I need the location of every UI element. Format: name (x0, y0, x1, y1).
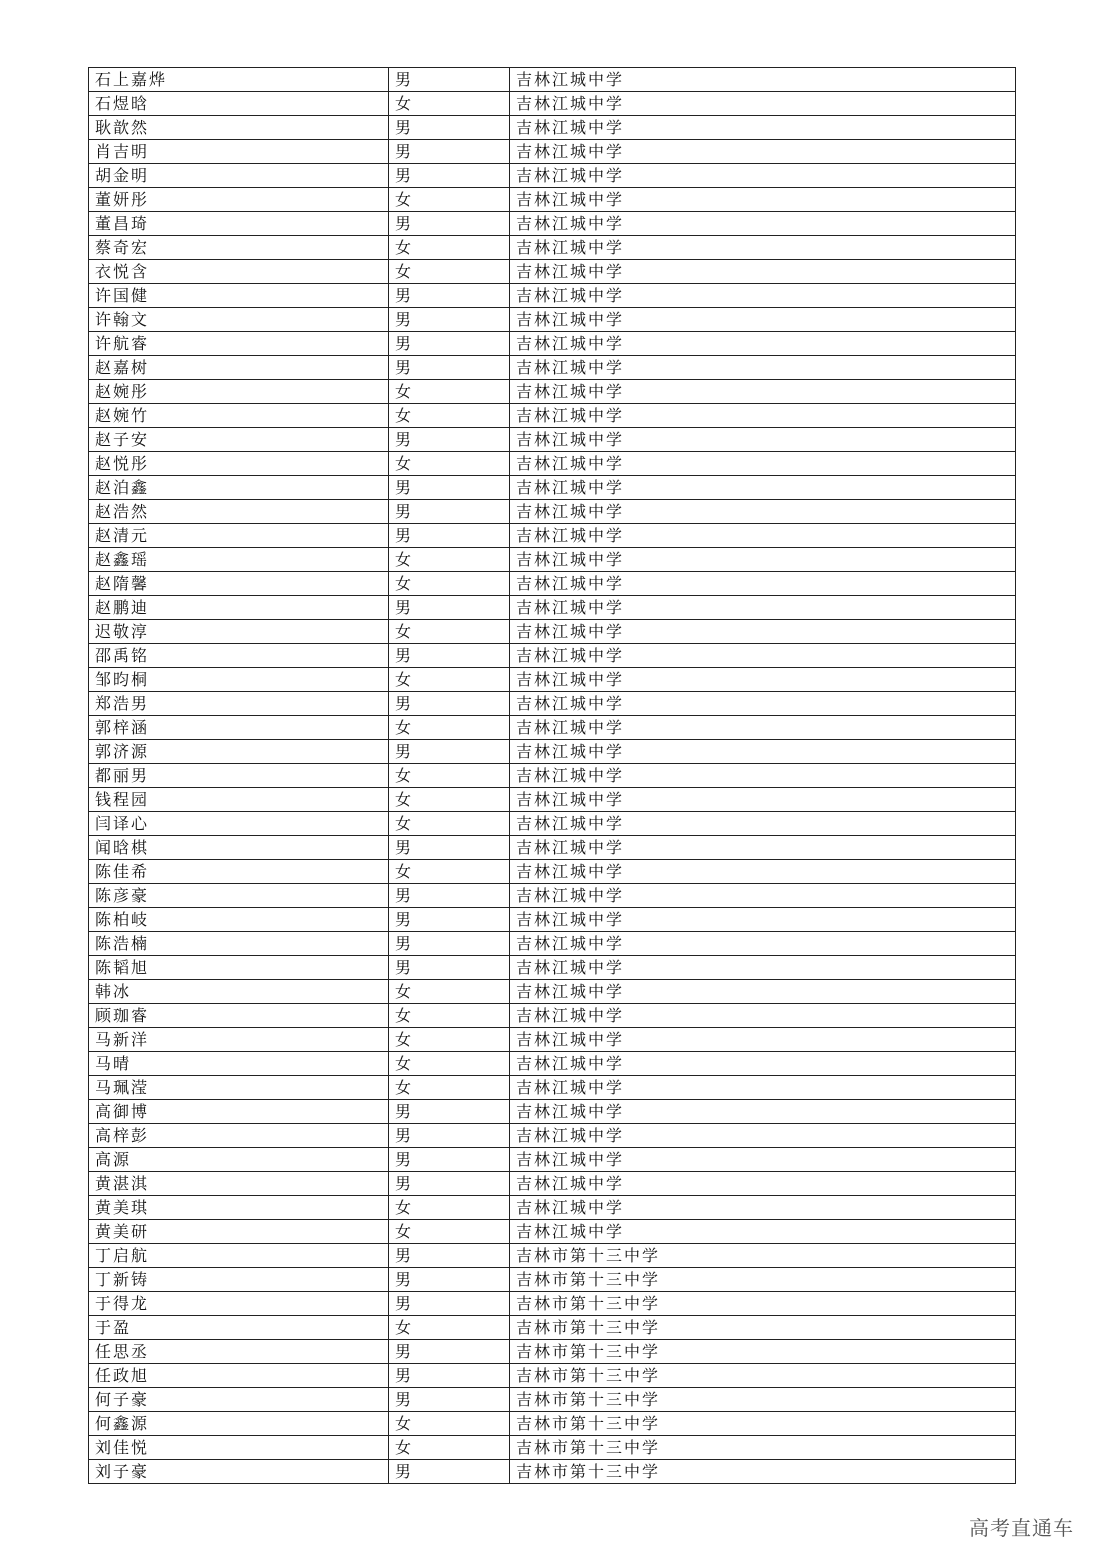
gender-cell: 女 (389, 1436, 510, 1460)
school-cell: 吉林江城中学 (510, 428, 1016, 452)
name-cell: 赵泊鑫 (89, 476, 389, 500)
gender-cell: 女 (389, 1196, 510, 1220)
gender-cell: 女 (389, 260, 510, 284)
name-cell: 蔡奇宏 (89, 236, 389, 260)
table-row (89, 140, 1016, 164)
school-cell: 吉林市第十三中学 (510, 1340, 1016, 1364)
name-cell: 于盈 (89, 1316, 389, 1340)
school-cell: 吉林市第十三中学 (510, 1364, 1016, 1388)
gender-cell: 男 (389, 1244, 510, 1268)
gender-cell: 女 (389, 980, 510, 1004)
school-cell: 吉林江城中学 (510, 1196, 1016, 1220)
name-cell: 赵鹏迪 (89, 596, 389, 620)
name-cell: 陈浩楠 (89, 932, 389, 956)
gender-cell: 男 (389, 164, 510, 188)
gender-cell: 男 (389, 836, 510, 860)
name-cell: 邵禹铭 (89, 644, 389, 668)
school-cell: 吉林江城中学 (510, 188, 1016, 212)
school-cell: 吉林市第十三中学 (510, 1244, 1016, 1268)
gender-cell: 男 (389, 116, 510, 140)
school-cell: 吉林江城中学 (510, 980, 1016, 1004)
gender-cell: 女 (389, 1220, 510, 1244)
school-cell: 吉林江城中学 (510, 884, 1016, 908)
name-cell: 马新洋 (89, 1028, 389, 1052)
name-cell: 赵鑫瑶 (89, 548, 389, 572)
table-row (89, 500, 1016, 524)
gender-cell: 女 (389, 404, 510, 428)
school-cell: 吉林江城中学 (510, 476, 1016, 500)
table-row (89, 1172, 1016, 1196)
school-cell: 吉林江城中学 (510, 908, 1016, 932)
table-row (89, 956, 1016, 980)
table-row (89, 740, 1016, 764)
table-row (89, 1076, 1016, 1100)
table-row (89, 404, 1016, 428)
school-cell: 吉林江城中学 (510, 1052, 1016, 1076)
school-cell: 吉林江城中学 (510, 1172, 1016, 1196)
gender-cell: 男 (389, 140, 510, 164)
school-cell: 吉林江城中学 (510, 620, 1016, 644)
table-row (89, 980, 1016, 1004)
name-cell: 何子豪 (89, 1388, 389, 1412)
name-cell: 闫译心 (89, 812, 389, 836)
school-cell: 吉林市第十三中学 (510, 1316, 1016, 1340)
school-cell: 吉林江城中学 (510, 308, 1016, 332)
name-cell: 赵嘉树 (89, 356, 389, 380)
table-row (89, 644, 1016, 668)
gender-cell: 男 (389, 1364, 510, 1388)
table-row (89, 356, 1016, 380)
school-cell: 吉林江城中学 (510, 356, 1016, 380)
school-cell: 吉林江城中学 (510, 668, 1016, 692)
table-row (89, 1148, 1016, 1172)
table-row (89, 260, 1016, 284)
name-cell: 赵清元 (89, 524, 389, 548)
gender-cell: 女 (389, 1076, 510, 1100)
gender-cell: 女 (389, 380, 510, 404)
name-cell: 马珮滢 (89, 1076, 389, 1100)
school-cell: 吉林江城中学 (510, 380, 1016, 404)
gender-cell: 女 (389, 572, 510, 596)
table-row (89, 68, 1016, 92)
school-cell: 吉林江城中学 (510, 1028, 1016, 1052)
gender-cell: 男 (389, 1292, 510, 1316)
table-row (89, 548, 1016, 572)
school-cell: 吉林江城中学 (510, 332, 1016, 356)
table-row (89, 908, 1016, 932)
table-row (89, 1292, 1016, 1316)
name-cell: 邹昀桐 (89, 668, 389, 692)
school-cell: 吉林江城中学 (510, 956, 1016, 980)
table-row (89, 236, 1016, 260)
table-row (89, 92, 1016, 116)
table-row (89, 836, 1016, 860)
table-row (89, 188, 1016, 212)
name-cell: 何鑫源 (89, 1412, 389, 1436)
name-cell: 许航睿 (89, 332, 389, 356)
table-row (89, 1364, 1016, 1388)
table-row (89, 380, 1016, 404)
gender-cell: 男 (389, 932, 510, 956)
gender-cell: 男 (389, 1268, 510, 1292)
school-cell: 吉林江城中学 (510, 788, 1016, 812)
name-cell: 高御博 (89, 1100, 389, 1124)
name-cell: 黄美琪 (89, 1196, 389, 1220)
name-cell: 许国健 (89, 284, 389, 308)
school-cell: 吉林江城中学 (510, 644, 1016, 668)
name-cell: 高源 (89, 1148, 389, 1172)
table-row (89, 164, 1016, 188)
gender-cell: 女 (389, 812, 510, 836)
gender-cell: 女 (389, 1052, 510, 1076)
name-cell: 郑浩男 (89, 692, 389, 716)
gender-cell: 女 (389, 1028, 510, 1052)
gender-cell: 女 (389, 1316, 510, 1340)
gender-cell: 男 (389, 428, 510, 452)
name-cell: 赵悦彤 (89, 452, 389, 476)
table-row (89, 332, 1016, 356)
gender-cell: 女 (389, 1412, 510, 1436)
gender-cell: 女 (389, 620, 510, 644)
table-row (89, 1412, 1016, 1436)
name-cell: 石煜晗 (89, 92, 389, 116)
table-row (89, 1316, 1016, 1340)
table-row (89, 452, 1016, 476)
gender-cell: 男 (389, 1148, 510, 1172)
table-row (89, 1028, 1016, 1052)
school-cell: 吉林江城中学 (510, 932, 1016, 956)
school-cell: 吉林江城中学 (510, 452, 1016, 476)
school-cell: 吉林江城中学 (510, 740, 1016, 764)
gender-cell: 男 (389, 1340, 510, 1364)
school-cell: 吉林江城中学 (510, 284, 1016, 308)
table-row (89, 572, 1016, 596)
school-cell: 吉林江城中学 (510, 68, 1016, 92)
school-cell: 吉林市第十三中学 (510, 1268, 1016, 1292)
gender-cell: 男 (389, 332, 510, 356)
school-cell: 吉林江城中学 (510, 1076, 1016, 1100)
school-cell: 吉林江城中学 (510, 764, 1016, 788)
gender-cell: 男 (389, 596, 510, 620)
school-cell: 吉林江城中学 (510, 860, 1016, 884)
name-cell: 黄美研 (89, 1220, 389, 1244)
school-cell: 吉林江城中学 (510, 1124, 1016, 1148)
table-row (89, 116, 1016, 140)
table-row (89, 1460, 1016, 1484)
school-cell: 吉林江城中学 (510, 572, 1016, 596)
gender-cell: 男 (389, 692, 510, 716)
school-cell: 吉林江城中学 (510, 1100, 1016, 1124)
gender-cell: 男 (389, 644, 510, 668)
school-cell: 吉林江城中学 (510, 260, 1016, 284)
name-cell: 董昌琦 (89, 212, 389, 236)
gender-cell: 男 (389, 1124, 510, 1148)
name-cell: 陈佳希 (89, 860, 389, 884)
gender-cell: 男 (389, 284, 510, 308)
table-row (89, 1196, 1016, 1220)
table-row (89, 596, 1016, 620)
gender-cell: 男 (389, 476, 510, 500)
gender-cell: 男 (389, 308, 510, 332)
school-cell: 吉林市第十三中学 (510, 1460, 1016, 1484)
name-cell: 钱程园 (89, 788, 389, 812)
name-cell: 任思丞 (89, 1340, 389, 1364)
school-cell: 吉林江城中学 (510, 164, 1016, 188)
school-cell: 吉林江城中学 (510, 92, 1016, 116)
school-cell: 吉林江城中学 (510, 1220, 1016, 1244)
school-cell: 吉林江城中学 (510, 596, 1016, 620)
gender-cell: 女 (389, 236, 510, 260)
table-row (89, 932, 1016, 956)
gender-cell: 女 (389, 716, 510, 740)
name-cell: 丁新铸 (89, 1268, 389, 1292)
watermark: 高考直通车 (969, 1516, 1074, 1540)
school-cell: 吉林江城中学 (510, 140, 1016, 164)
roster-body (89, 68, 1016, 1484)
name-cell: 都丽男 (89, 764, 389, 788)
name-cell: 胡金明 (89, 164, 389, 188)
name-cell: 刘子豪 (89, 1460, 389, 1484)
name-cell: 闻晗棋 (89, 836, 389, 860)
name-cell: 马晴 (89, 1052, 389, 1076)
table-row (89, 1052, 1016, 1076)
gender-cell: 男 (389, 524, 510, 548)
name-cell: 迟敬淳 (89, 620, 389, 644)
gender-cell: 男 (389, 908, 510, 932)
gender-cell: 男 (389, 884, 510, 908)
table-row (89, 1388, 1016, 1412)
name-cell: 许翰文 (89, 308, 389, 332)
gender-cell: 女 (389, 548, 510, 572)
name-cell: 陈柏岐 (89, 908, 389, 932)
school-cell: 吉林江城中学 (510, 836, 1016, 860)
school-cell: 吉林市第十三中学 (510, 1412, 1016, 1436)
name-cell: 刘佳悦 (89, 1436, 389, 1460)
table-row (89, 1100, 1016, 1124)
gender-cell: 女 (389, 92, 510, 116)
table-row (89, 620, 1016, 644)
school-cell: 吉林江城中学 (510, 548, 1016, 572)
table-row (89, 1220, 1016, 1244)
school-cell: 吉林江城中学 (510, 500, 1016, 524)
name-cell: 郭济源 (89, 740, 389, 764)
name-cell: 丁启航 (89, 1244, 389, 1268)
table-row (89, 1436, 1016, 1460)
name-cell: 耿歆然 (89, 116, 389, 140)
table-row (89, 692, 1016, 716)
gender-cell: 男 (389, 212, 510, 236)
table-row (89, 884, 1016, 908)
school-cell: 吉林江城中学 (510, 1148, 1016, 1172)
name-cell: 赵子安 (89, 428, 389, 452)
school-cell: 吉林江城中学 (510, 716, 1016, 740)
table-row (89, 212, 1016, 236)
name-cell: 于得龙 (89, 1292, 389, 1316)
gender-cell: 男 (389, 1172, 510, 1196)
gender-cell: 女 (389, 668, 510, 692)
gender-cell: 女 (389, 188, 510, 212)
school-cell: 吉林市第十三中学 (510, 1436, 1016, 1460)
roster-table (88, 67, 1016, 1484)
school-cell: 吉林江城中学 (510, 116, 1016, 140)
school-cell: 吉林江城中学 (510, 524, 1016, 548)
table-row (89, 428, 1016, 452)
table-row (89, 716, 1016, 740)
table-row (89, 1268, 1016, 1292)
gender-cell: 女 (389, 860, 510, 884)
school-cell: 吉林江城中学 (510, 212, 1016, 236)
table-row (89, 524, 1016, 548)
name-cell: 顾珈睿 (89, 1004, 389, 1028)
table-row (89, 284, 1016, 308)
gender-cell: 男 (389, 740, 510, 764)
table-row (89, 764, 1016, 788)
table-row (89, 1004, 1016, 1028)
name-cell: 赵婉竹 (89, 404, 389, 428)
name-cell: 黄湛淇 (89, 1172, 389, 1196)
school-cell: 吉林江城中学 (510, 692, 1016, 716)
name-cell: 高梓彭 (89, 1124, 389, 1148)
school-cell: 吉林市第十三中学 (510, 1388, 1016, 1412)
gender-cell: 女 (389, 764, 510, 788)
name-cell: 肖吉明 (89, 140, 389, 164)
name-cell: 陈彦豪 (89, 884, 389, 908)
gender-cell: 男 (389, 1100, 510, 1124)
gender-cell: 男 (389, 1388, 510, 1412)
name-cell: 赵隋馨 (89, 572, 389, 596)
gender-cell: 男 (389, 68, 510, 92)
table-row (89, 1124, 1016, 1148)
gender-cell: 女 (389, 452, 510, 476)
name-cell: 赵浩然 (89, 500, 389, 524)
name-cell: 韩冰 (89, 980, 389, 1004)
name-cell: 郭梓涵 (89, 716, 389, 740)
table-row (89, 860, 1016, 884)
gender-cell: 男 (389, 500, 510, 524)
table-row (89, 476, 1016, 500)
name-cell: 衣悦含 (89, 260, 389, 284)
name-cell: 陈韬旭 (89, 956, 389, 980)
name-cell: 石上嘉烨 (89, 68, 389, 92)
gender-cell: 男 (389, 956, 510, 980)
name-cell: 董妍彤 (89, 188, 389, 212)
school-cell: 吉林市第十三中学 (510, 1292, 1016, 1316)
table-row (89, 668, 1016, 692)
name-cell: 任政旭 (89, 1364, 389, 1388)
gender-cell: 女 (389, 788, 510, 812)
gender-cell: 女 (389, 1004, 510, 1028)
school-cell: 吉林江城中学 (510, 236, 1016, 260)
table-row (89, 812, 1016, 836)
table-row (89, 788, 1016, 812)
table-row (89, 308, 1016, 332)
gender-cell: 男 (389, 356, 510, 380)
table-row (89, 1244, 1016, 1268)
name-cell: 赵婉彤 (89, 380, 389, 404)
school-cell: 吉林江城中学 (510, 404, 1016, 428)
school-cell: 吉林江城中学 (510, 1004, 1016, 1028)
gender-cell: 男 (389, 1460, 510, 1484)
school-cell: 吉林江城中学 (510, 812, 1016, 836)
table-row (89, 1340, 1016, 1364)
